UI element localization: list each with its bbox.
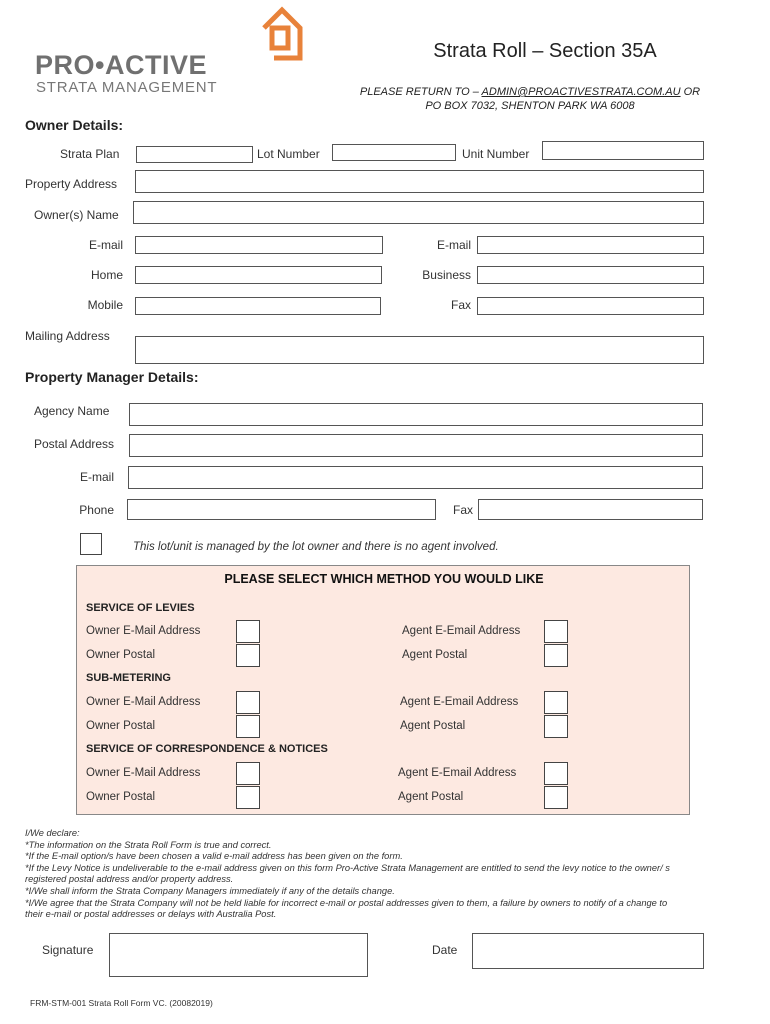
business-label: Business — [422, 268, 471, 282]
method-section-title: SUB-METERING — [86, 672, 171, 684]
declaration-line: *If the E-mail option/s have been chosen a valid e-mail address has been given on the form. — [25, 851, 403, 862]
owner-fax-input[interactable] — [477, 297, 704, 315]
owner-option-checkbox[interactable] — [236, 715, 260, 738]
return-address: PO BOX 7032, SHENTON PARK WA 6008 — [425, 100, 635, 112]
date-label: Date — [432, 943, 458, 957]
agent-option-label: Agent Postal — [400, 720, 466, 732]
postal-address-input[interactable] — [129, 434, 703, 457]
property-address-input[interactable] — [135, 170, 704, 193]
agent-option-label: Agent Postal — [398, 791, 464, 803]
agent-option-checkbox[interactable] — [544, 715, 568, 738]
agent-option-checkbox[interactable] — [544, 691, 568, 714]
agent-option-label: Agent Postal — [402, 649, 468, 661]
postal-address-label: Postal Address — [34, 437, 115, 451]
mailing-address-label: Mailing Address — [25, 329, 110, 343]
manager-fax-input[interactable] — [478, 499, 703, 520]
mobile-label: Mobile — [87, 298, 123, 312]
agency-name-input[interactable] — [129, 403, 703, 426]
logo-subtitle: STRATA MANAGEMENT — [36, 79, 218, 96]
strata-plan-input[interactable] — [136, 146, 253, 163]
no-agent-text: This lot/unit is managed by the lot owner and there is no agent involved. — [133, 541, 499, 553]
declaration-line: *The information on the Strata Roll Form is true and correct. — [25, 839, 272, 850]
lot-number-label: Lot Number — [257, 147, 320, 161]
owner-option-label: Owner E-Mail Address — [86, 625, 201, 637]
owner-fax-label: Fax — [450, 298, 471, 312]
manager-email-label: E-mail — [79, 470, 114, 484]
home-phone-input[interactable] — [135, 266, 382, 284]
declaration — [25, 828, 725, 921]
agent-option-label: Agent E-Email Address — [400, 696, 519, 708]
mobile-input[interactable] — [135, 297, 381, 315]
manager-fax-label: Fax — [453, 503, 474, 517]
return-suffix: OR — [680, 86, 701, 98]
owner-option-checkbox[interactable] — [236, 691, 260, 714]
owner-option-checkbox[interactable] — [236, 644, 260, 667]
method-heading: PLEASE SELECT WHICH METHOD YOU WOULD LIKE — [224, 572, 544, 586]
agent-option-label: Agent E-Email Address — [402, 625, 521, 637]
form-footer: FRM-STM-001 Strata Roll Form VC. (20082019) — [30, 998, 213, 1008]
agency-name-label: Agency Name — [34, 404, 110, 418]
home-label: Home — [90, 268, 123, 282]
owner-email-label: E-mail — [88, 238, 123, 252]
declaration-line: I/We declare: — [25, 828, 80, 838]
unit-number-input[interactable] — [542, 141, 704, 160]
method-section-title: SERVICE OF CORRESPONDENCE & NOTICES — [86, 743, 328, 755]
owner-email-input[interactable] — [135, 236, 383, 254]
declaration-line: *I/We agree that the Strata Company will not be held liable for incorrect e-mail or postal addresses given to them, a failure by owners to notify of a change to — [25, 897, 668, 908]
property-manager-heading: Property Manager Details: — [25, 369, 199, 385]
agent-option-label: Agent E-Email Address — [398, 767, 517, 779]
declaration-line: *I/We shall inform the Strata Company Managers immediately if any of the details change. — [25, 885, 395, 896]
business-phone-input[interactable] — [477, 266, 704, 284]
owners-name-label: Owner(s) Name — [34, 208, 119, 222]
house-logo-icon — [260, 6, 306, 62]
manager-email-input[interactable] — [128, 466, 703, 489]
method-section-title: SERVICE OF LEVIES — [86, 602, 195, 614]
owner-option-checkbox[interactable] — [236, 786, 260, 809]
lot-number-input[interactable] — [332, 144, 456, 161]
declaration-line: their e-mail or postal addresses or delays with Australia Post. — [25, 909, 277, 920]
owner-email2-label: E-mail — [436, 238, 471, 252]
owners-name-input[interactable] — [133, 201, 704, 224]
property-address-label: Property Address — [25, 177, 118, 191]
owner-option-checkbox[interactable] — [236, 762, 260, 785]
manager-phone-input[interactable] — [127, 499, 436, 520]
mailing-address-input[interactable] — [135, 336, 704, 364]
owner-option-label: Owner Postal — [86, 649, 156, 661]
signature-input[interactable] — [109, 933, 368, 977]
page-title: Strata Roll – Section 35A — [433, 40, 657, 62]
unit-number-label: Unit Number — [462, 147, 530, 161]
agent-option-checkbox[interactable] — [544, 786, 568, 809]
signature-label: Signature — [42, 943, 94, 957]
logo-brand: PRO•ACTIVE — [35, 50, 207, 80]
return-email-link[interactable]: ADMIN@PROACTIVESTRATA.COM.AU — [481, 86, 681, 98]
owner-option-label: Owner Postal — [86, 720, 156, 732]
agent-option-checkbox[interactable] — [544, 762, 568, 785]
owner-option-label: Owner Postal — [86, 791, 156, 803]
agent-option-checkbox[interactable] — [544, 620, 568, 643]
declaration-line: registered postal address and/or property address. — [25, 874, 234, 885]
return-line — [330, 86, 730, 98]
owner-option-label: Owner E-Mail Address — [86, 696, 201, 708]
owner-email2-input[interactable] — [477, 236, 704, 254]
no-agent-checkbox[interactable] — [80, 533, 102, 555]
agent-option-checkbox[interactable] — [544, 644, 568, 667]
owner-details-heading: Owner Details: — [25, 117, 124, 133]
date-input[interactable] — [472, 933, 704, 969]
owner-option-label: Owner E-Mail Address — [86, 767, 201, 779]
return-prefix: PLEASE RETURN TO – — [359, 86, 482, 98]
manager-phone-label: Phone — [79, 503, 114, 517]
owner-option-checkbox[interactable] — [236, 620, 260, 643]
declaration-line: *If the Levy Notice is undeliverable to the e-mail address given on this form Pro-Active Strata Management are entitled to send the levy notice to the owner/ s — [25, 862, 670, 873]
strata-plan-label: Strata Plan — [60, 147, 120, 161]
